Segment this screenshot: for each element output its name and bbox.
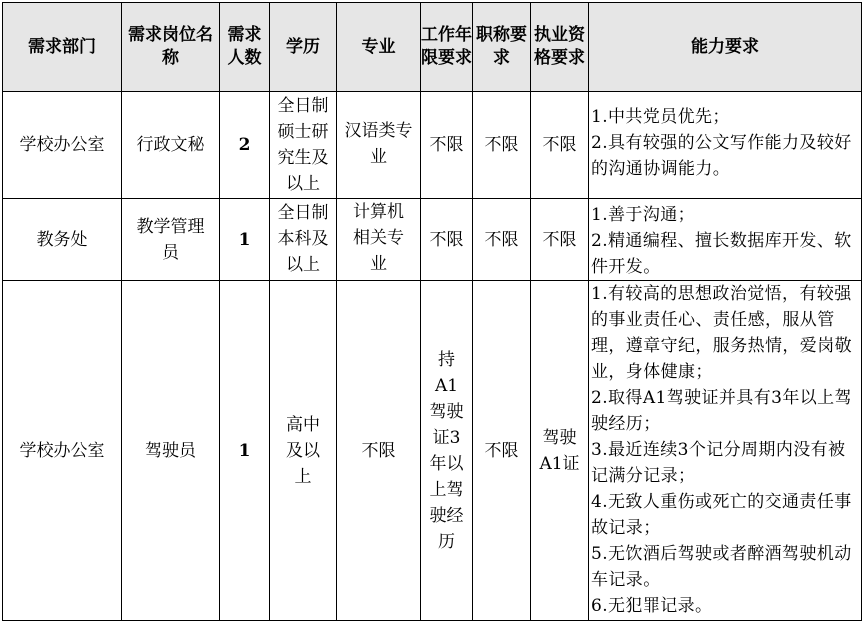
ability-item: 1.善于沟通； — [591, 205, 696, 225]
ability-item: 1.中共党员优先； — [591, 107, 730, 127]
cell-license: 驾驶A1证 — [531, 281, 589, 621]
header-title: 职称要求 — [473, 3, 531, 92]
ability-item: 4.无致人重伤或死亡的交通责任事故记录； — [591, 492, 852, 538]
cell-education: 全日制硕士研究生及以上 — [270, 92, 337, 199]
cell-license: 不限 — [531, 92, 589, 199]
header-count: 需求人数 — [220, 3, 270, 92]
header-ability: 能力要求 — [589, 3, 862, 92]
cell-count: 1 — [220, 199, 270, 281]
recruitment-table — [2, 2, 862, 621]
cell-count: 1 — [220, 281, 270, 621]
cell-major: 计算机相关专业 — [337, 199, 421, 281]
cell-title: 不限 — [473, 281, 531, 621]
cell-dept: 教务处 — [3, 199, 122, 281]
cell-years: 不限 — [421, 199, 473, 281]
cell-license: 不限 — [531, 199, 589, 281]
header-license: 执业资格要求 — [531, 3, 589, 92]
cell-years: 不限 — [421, 92, 473, 199]
header-position: 需求岗位名称 — [122, 3, 220, 92]
cell-ability — [589, 92, 862, 199]
cell-major: 不限 — [337, 281, 421, 621]
cell-ability — [589, 199, 862, 281]
ability-item: 1.有较高的思想政治觉悟，有较强的事业责任心、责任感，服从管理，遵章守纪，服务热情，爱岗敬业，身体健康； — [591, 284, 852, 382]
ability-item: 5.无饮酒后驾驶或者醉酒驾驶机动车记录。 — [591, 544, 852, 590]
header-row — [3, 3, 862, 92]
table-row — [3, 199, 862, 281]
cell-years: 持A1驾驶证3年以上驾驶经历 — [421, 281, 473, 621]
cell-title: 不限 — [473, 199, 531, 281]
cell-position: 行政文秘 — [122, 92, 220, 199]
header-years: 工作年限要求 — [421, 3, 473, 92]
cell-count: 2 — [220, 92, 270, 199]
ability-item: 2.取得A1驾驶证并具有3年以上驾驶经历； — [591, 388, 852, 434]
cell-education: 全日制本科及以上 — [270, 199, 337, 281]
ability-item: 6.无犯罪记录。 — [591, 596, 713, 616]
header-education: 学历 — [270, 3, 337, 92]
cell-ability — [589, 281, 862, 621]
cell-dept: 学校办公室 — [3, 281, 122, 621]
ability-item: 2.具有较强的公文写作能力及较好的沟通协调能力。 — [591, 133, 852, 179]
cell-major: 汉语类专业 — [337, 92, 421, 199]
cell-dept: 学校办公室 — [3, 92, 122, 199]
cell-education: 高中及以上 — [270, 281, 337, 621]
cell-title: 不限 — [473, 92, 531, 199]
ability-item: 2.精通编程、擅长数据库开发、软件开发。 — [591, 231, 852, 277]
header-dept: 需求部门 — [3, 3, 122, 92]
header-major: 专业 — [337, 3, 421, 92]
table-row — [3, 92, 862, 199]
ability-item: 3.最近连续3个记分周期内没有被记满分记录； — [591, 440, 846, 486]
table-row — [3, 281, 862, 621]
cell-position: 教学管理员 — [122, 199, 220, 281]
cell-position: 驾驶员 — [122, 281, 220, 621]
